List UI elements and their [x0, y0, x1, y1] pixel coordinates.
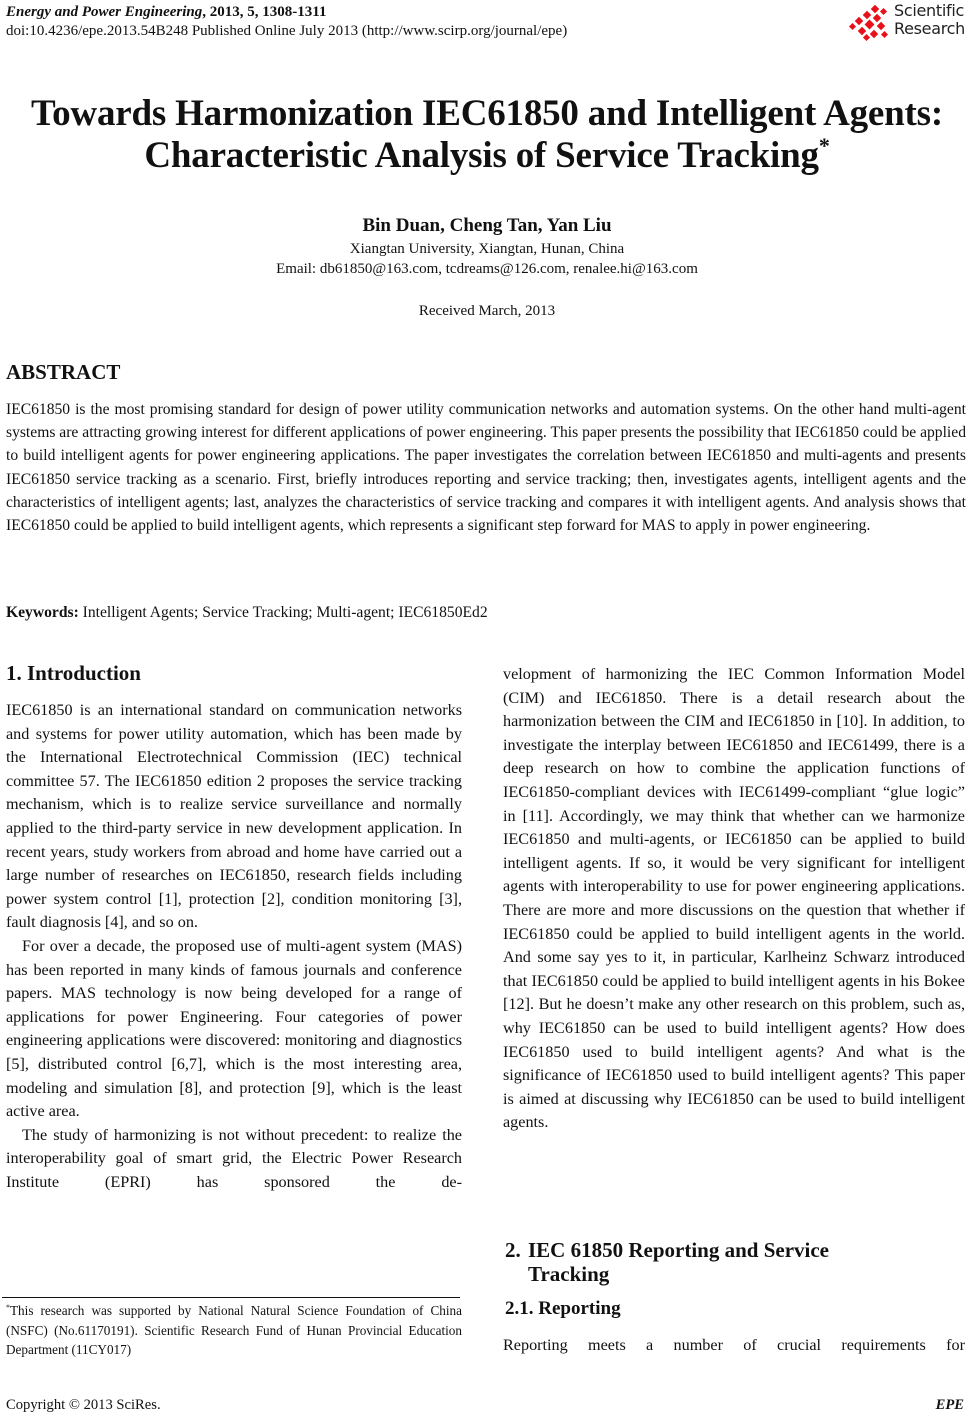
subsection-2-1-heading: 2.1. Reporting [505, 1298, 621, 1319]
title-footnote-mark[interactable]: * [818, 133, 830, 158]
section-1-heading: 1. Introduction [6, 661, 141, 685]
logo-text-line2: Research [894, 19, 965, 38]
intro-paragraph-1: IEC61850 is an international standard on communication networks and systems for power utility automation, which has been made by the International Electrotechnical Commission (IEC) technical committee 57. The IEC61850 edition 2 proposes the service tracking mechanism, which is to realize service surveillance and normally applied to the third-party service in new development application. In recent years, study workers from abroad and home have carried out a large number of researches on IEC61850, research fields including power system control [1], protection [2], condition monitoring [3], fault diagnosis [4], and so on. [6, 701, 462, 932]
scientific-research-logo-icon [848, 4, 892, 42]
right-column [503, 663, 965, 1135]
keywords-label: Keywords: [6, 604, 79, 621]
copyright-footer: Copyright © 2013 SciRes. [6, 1397, 161, 1413]
intro-paragraph-2: For over a decade, the proposed use of multi-agent system (MAS) has been reported in many kinds of famous journals and conference papers. MAS technology is now being developed for a range of applications for power Engineering. Four categories of power engineering applications were discovered: monitoring and diagnostics [5], distributed control [6,7], which is the most interesting area, modeling and simulation [8], and protection [9], which is the least active area. [6, 936, 462, 1121]
abstract-body: IEC61850 is the most promising standard for design of power utility communication networks and automation systems. On the other hand multi-agent systems are attracting growing interest for different applications of power engineering. This paper presents the possibility that IEC61850 could be applied to build intelligent agents for power engineering applications. The paper investigates the correlation between IEC61850 and multi-agents and presents IEC61850 service tracking as a scenario. First, briefly introduces reporting and service tracking; then, investigates agents, intelligent agents and the characteristics of intelligent agents; last, analyzes the characteristics of service tracking and compares it with intelligent agents. And analysis shows that IEC61850 could be applied to build intelligent agents, which represents a significant step forward for MAS to apply in power engineering. [6, 401, 966, 535]
left-column [6, 699, 462, 1194]
intro-paragraph-3-continuation: velopment of harmonizing the IEC Common Information Model (CIM) and IEC61850. There is a detail research about the harmonization between the CIM and IEC61850 in [10]. In addition, to investigate the interplay between IEC61850 and IEC61499, there is a deep research on how to combine the application functions of IEC61850-compliant devices with IEC61499-compliant “glue logic” in [11]. Accordingly, we may think that whether can we harmonize IEC61850 and multi-agents, or IEC61850 can be applied to build intelligent agents. If so, it would be very significant for intelligent agents with interoperability to use for power engineering applications. There are more and more discussions on the question that whether if IEC61850 could be applied to build intelligent agents in the world. And some say yes to it, in particular, Karlheinz Schwarz introduced that IEC61850 could be applied to build intelligent agents in his Bokee [12]. But he doesn’t make any other research on this problem, such as, why IEC61850 can be used to build intelligent agents? How does IEC61850 used to build intelligent agents? And what is the significance of IEC61850 used to build intelligent agents? This paper is aimed at discussing why IEC61850 can be used to build intelligent agents. [503, 665, 965, 1132]
keywords [6, 603, 488, 623]
keywords-list: Intelligent Agents; Service Tracking; Multi-agent; IEC61850Ed2 [78, 604, 488, 621]
title-line-2 [0, 135, 974, 177]
received-date: Received March, 2013 [418, 303, 556, 319]
author-emails: Email: db61850@163.com, tcdreams@126.com, renalee.hi@163.com [276, 261, 698, 277]
section-2-number: 2. [505, 1238, 521, 1262]
title-line-2-text: Characteristic Analysis of Service Tracking [144, 135, 819, 176]
journal-volume-pages: , 2013, 5, 1308-1311 [202, 4, 327, 20]
section-2-heading-line2: Tracking [528, 1262, 610, 1286]
abstract-heading: ABSTRACT [6, 360, 121, 384]
section-2-heading-line1: IEC 61850 Reporting and Service [528, 1238, 829, 1262]
logo-text-line1: Scientific [894, 1, 964, 20]
journal-name: Energy and Power Engineering [6, 4, 203, 20]
footnote-mark: * [6, 1303, 10, 1312]
footnote-text: This research was supported by National Natural Science Foundation of China (NSFC) (No.61170191). Scientific Research Fund of Hunan Provincial Education Department (11CY017) [6, 1303, 462, 1357]
intro-paragraph-3: The study of harmonizing is not without precedent: to realize the interoperability goal of smart grid, the Electric Power Research Institute (EPRI) has sponsored the de- [6, 1125, 462, 1191]
authors: Bin Duan, Cheng Tan, Yan Liu [362, 215, 612, 236]
footnote-divider [2, 1297, 460, 1298]
footnote [6, 1301, 462, 1360]
journal-abbrev-footer: EPE [935, 1397, 964, 1413]
affiliation: Xiangtan University, Xiangtan, Hunan, China [349, 241, 625, 257]
doi-line: doi:10.4236/epe.2013.54B248 Published Online July 2013 (http://www.scirp.org/journal/epe) [6, 23, 568, 39]
publisher-logo [848, 2, 972, 42]
section-2-heading [505, 1238, 925, 1286]
logo-text [894, 2, 965, 38]
subsection-2-1-first-line: Reporting meets a number of crucial requirements for [503, 1336, 965, 1354]
journal-header [6, 3, 567, 41]
paper-title [0, 93, 974, 177]
journal-citation [6, 3, 567, 22]
title-line-1: Towards Harmonization IEC61850 and Intelligent Agents: [31, 93, 943, 134]
